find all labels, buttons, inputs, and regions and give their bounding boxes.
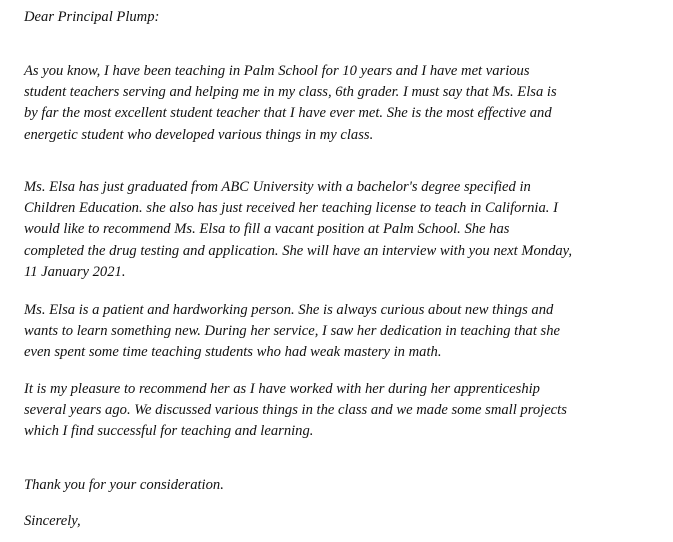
paragraph-line: Ms. Elsa has just graduated from ABC University with a bachelor's degree specified in bbox=[24, 179, 531, 195]
closing: Sincerely, bbox=[24, 513, 81, 529]
paragraph-line: It is my pleasure to recommend her as I have worked with her during her apprenticeship bbox=[24, 381, 540, 397]
paragraph-line: even spent some time teaching students who had weak mastery in math. bbox=[24, 344, 442, 361]
paragraph-line: student teachers serving and helping me in my class, 6th grader. I must say that Ms. Elsa is bbox=[24, 84, 557, 101]
paragraph-line: Children Education. she also has just received her teaching license to teach in California. I bbox=[24, 200, 558, 217]
paragraph-2 bbox=[24, 177, 664, 283]
paragraph-line: would like to recommend Ms. Elsa to fill a vacant position at Palm School. She has bbox=[24, 221, 510, 238]
paragraph-line: 11 January 2021. bbox=[24, 263, 126, 280]
paragraph-line: wants to learn something new. During her service, I saw her dedication in teaching that she bbox=[24, 323, 560, 340]
thank-you-line: Thank you for your consideration. bbox=[24, 477, 224, 493]
salutation: Dear Principal Plump: bbox=[24, 9, 160, 25]
paragraph-3 bbox=[24, 300, 664, 364]
paragraph-line: several years ago. We discussed various things in the class and we made some small projects bbox=[24, 402, 567, 419]
paragraph-line: As you know, I have been teaching in Palm School for 10 years and I have met various bbox=[24, 63, 530, 79]
paragraph-4 bbox=[24, 379, 664, 443]
paragraph-1 bbox=[24, 61, 664, 146]
paragraph-line: Ms. Elsa is a patient and hardworking person. She is always curious about new things and bbox=[24, 302, 554, 318]
paragraph-line: by far the most excellent student teacher that I have ever met. She is the most effective and bbox=[24, 105, 552, 122]
paragraph-line: which I find successful for teaching and learning. bbox=[24, 423, 314, 440]
paragraph-line: energetic student who developed various things in my class. bbox=[24, 126, 374, 143]
paragraph-line: completed the drug testing and application. She will have an interview with you next Monday, bbox=[24, 242, 572, 259]
